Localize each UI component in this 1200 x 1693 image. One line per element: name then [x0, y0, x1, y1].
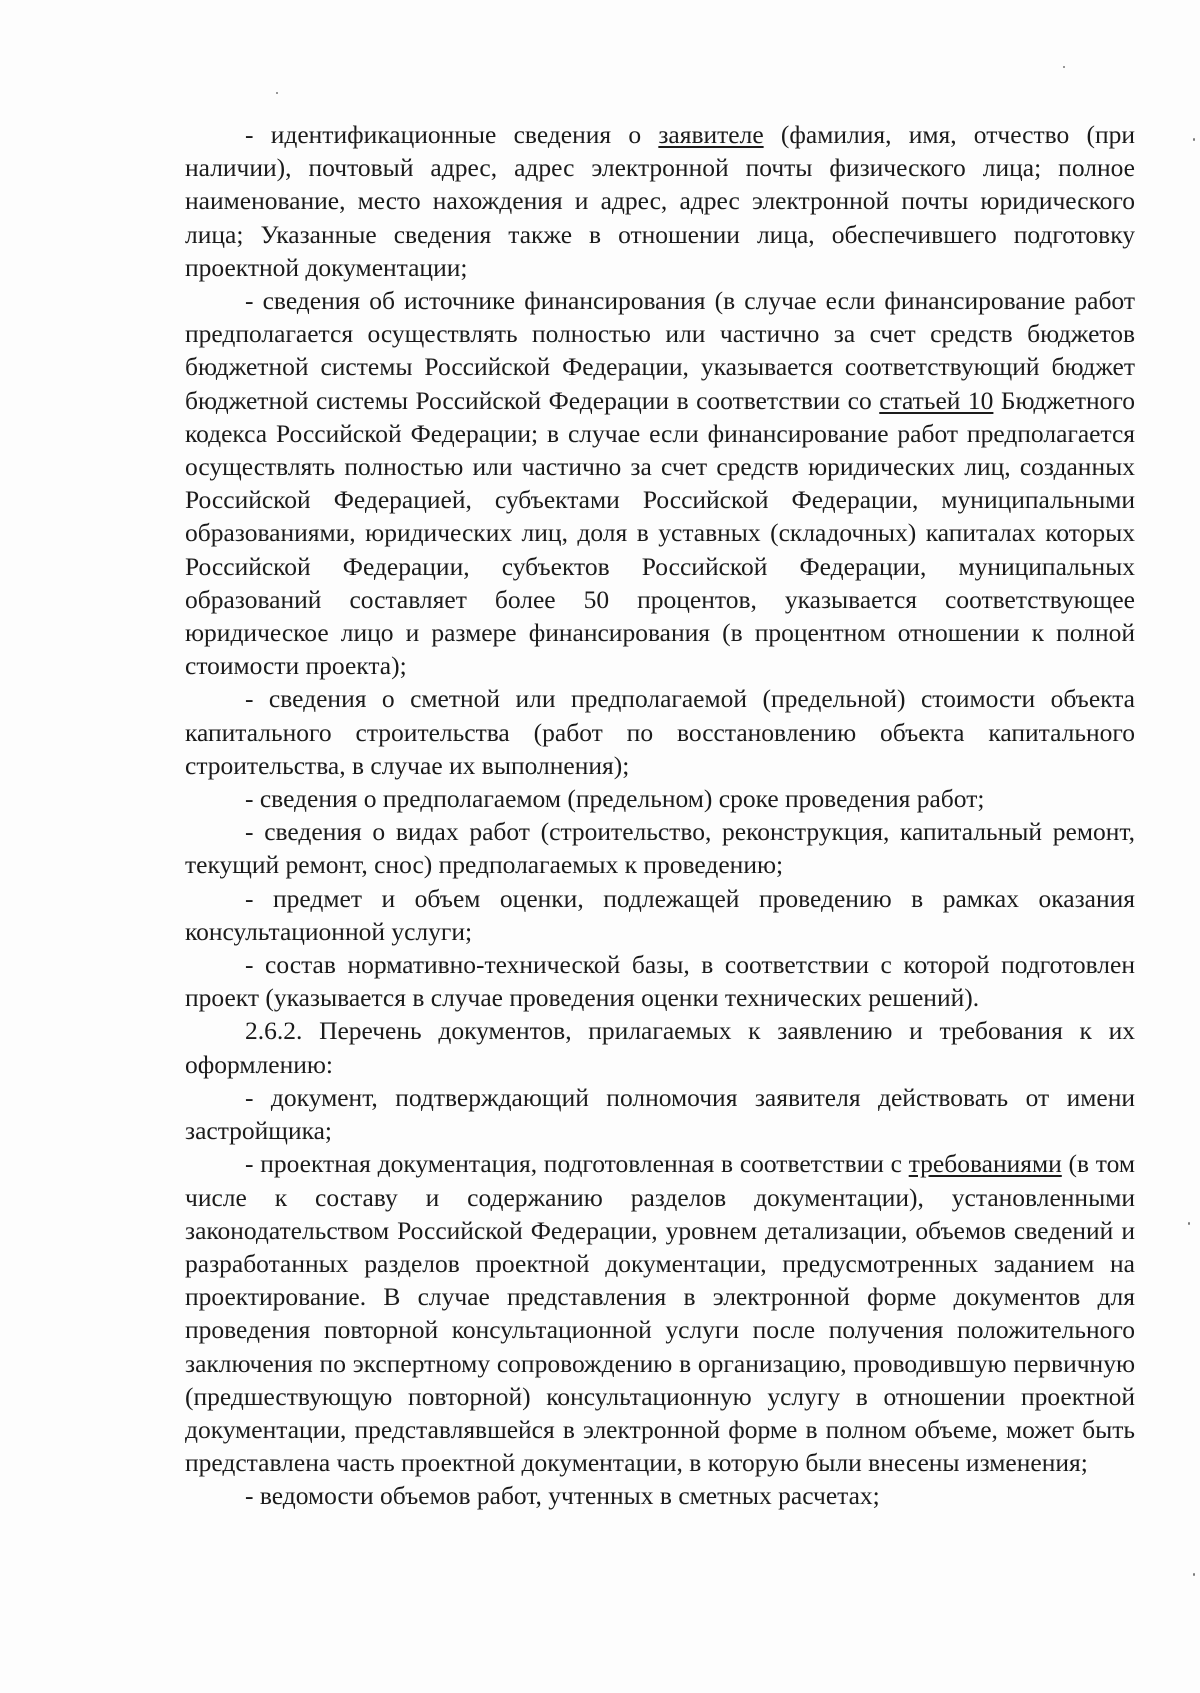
- paragraph-text: 2.6.2. Перечень документов, прилагаемых к заявлению и требования к их оформлению:: [185, 1016, 1135, 1079]
- paragraph-text: - документ, подтверждающий полномочия заявителя действовать от имени застройщика;: [185, 1082, 1135, 1146]
- scan-speck: [1193, 138, 1195, 141]
- paragraph: [185, 1147, 1135, 1479]
- paragraph: [185, 782, 1135, 815]
- paragraph: [185, 284, 1135, 682]
- paragraph: [185, 815, 1135, 881]
- reference-link-text: статьей 10: [879, 385, 994, 415]
- paragraph-text: - сведения о сметной или предполагаемой (предельной) стоимости объекта капитального строительства (работ по восстановлению объекта капитального строительства, в случае их выполнения);: [185, 684, 1135, 780]
- paragraph: [185, 118, 1135, 284]
- paragraph-text: - ведомости объемов работ, учтенных в сметных расчетах;: [245, 1481, 880, 1511]
- paragraph-text: - сведения о предполагаемом (предельном) сроке проведения работ;: [245, 784, 985, 814]
- paragraph-text: - предмет и объем оценки, подлежащей проведению в рамках оказания консультационной услуги;: [185, 883, 1135, 946]
- paragraph-text: - идентификационные сведения о: [245, 120, 659, 149]
- scan-speck: [1063, 66, 1065, 68]
- paragraph: [185, 882, 1135, 948]
- paragraph-text: - состав нормативно-технической базы, в соответствии с которой подготовлен проект (указывается в случае проведения оценки технических решений).: [185, 950, 1135, 1013]
- paragraph: [185, 1081, 1135, 1147]
- reference-link-text: требованиями: [908, 1149, 1062, 1179]
- paragraph: [185, 1479, 1135, 1512]
- paragraph-text: - сведения об источнике финансирования (в случае если финансирование работ предполагается осуществлять полностью или частично за счет средств бюджетов бюджетной системы Российской Федерации, указывается соответствующий бюджет бюджетной системы Российской Федерации в соответствии со: [185, 286, 1135, 415]
- paragraph: [185, 948, 1135, 1014]
- scan-speck: [276, 92, 278, 94]
- paragraph-text: (фамилия, имя, отчество (при наличии), почтовый адрес, адрес электронной почты физического лица; полное наименование, место нахождения и адрес, адрес электронной почты юридического лица; Указанные сведения также в отношении лица, обеспечившего подготовку проектной документации;: [185, 120, 1135, 282]
- paragraph-text: - сведения о видах работ (строительство, реконструкция, капитальный ремонт, текущий ремонт, снос) предполагаемых к проведению;: [185, 817, 1135, 880]
- paragraph-text: Бюджетного кодекса Российской Федерации; в случае если финансирование работ предполагается осуществлять полностью или частично за счет средств юридических лиц, созданных Российской Федерацией, субъектами Российской Федерации, муниципальными образованиями, юридических лиц, доля в уставных (складочных) капиталах которых Российской Федерации, субъектов Российской Федерации, муниципальных образований составляет более 50 процентов, указывается соответствующее юридическое лицо и размере финансирования (в процентном отношении к полной стоимости проекта);: [185, 385, 1136, 681]
- paragraph-text: - проектная документация, подготовленная в соответствии с: [245, 1149, 909, 1179]
- paragraph-text: (в том числе к составу и содержанию разделов документации), установленными законодательством Российской Федерации, уровнем детализации, объемов сведений и разработанных разделов проектной документации, предусмотренных заданием на проектирование. В случае представления в электронной форме документов для проведения повторной консультационной услуги после получения положительного заключения по экспертному сопровождению в организацию, проводившую первичную (предшествующую повторной) консультационную услугу в отношении проектной документации, представлявшейся в электронной форме в полном объеме, может быть представлена часть проектной документации, в которую были внесены изменения;: [185, 1149, 1135, 1478]
- paragraph: [185, 1014, 1135, 1080]
- scan-speck: [1193, 1573, 1195, 1576]
- paragraph: [185, 682, 1135, 782]
- document-body: [185, 118, 1135, 1513]
- reference-link-text: заявителе: [658, 120, 764, 149]
- scan-speck: [1188, 1222, 1190, 1225]
